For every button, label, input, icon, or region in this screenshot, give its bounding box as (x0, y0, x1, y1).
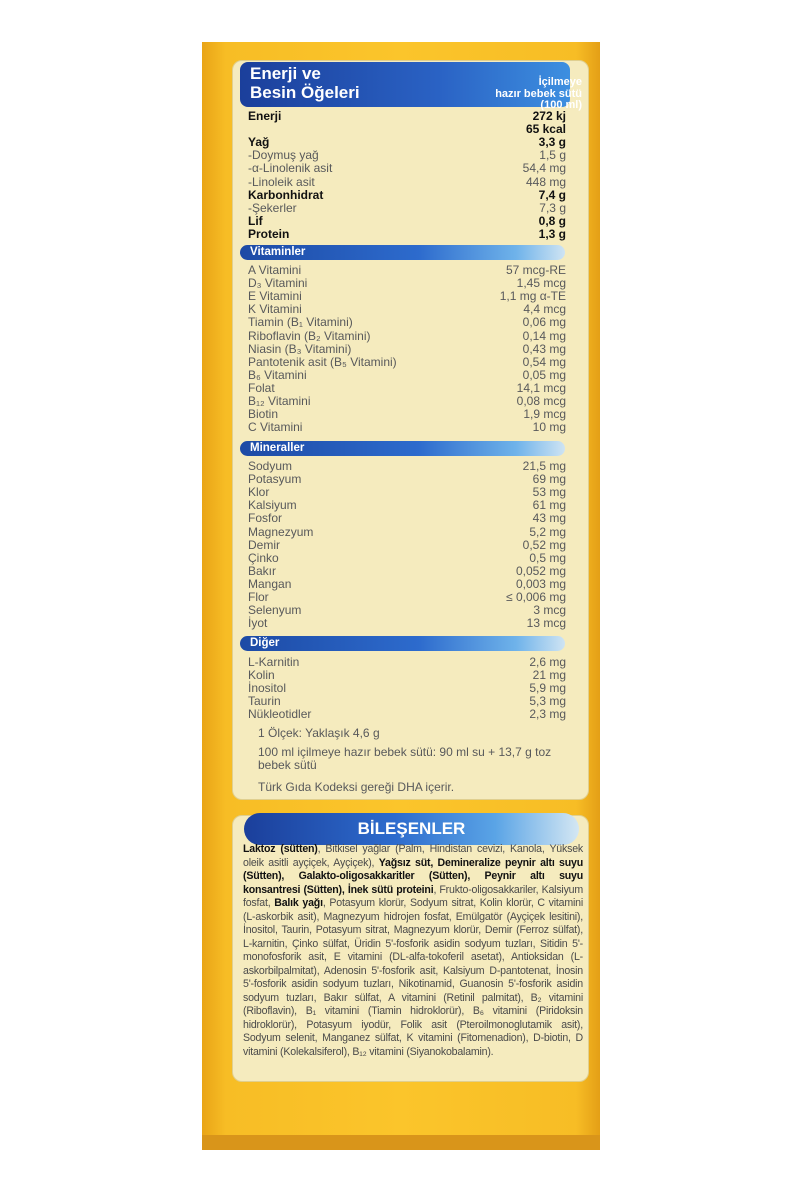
energy-value: 1,3 g (538, 226, 566, 241)
other-value: 5,3 mg (529, 694, 566, 709)
energy-row (248, 202, 566, 215)
mineral-row (248, 486, 566, 499)
mineral-row (248, 460, 566, 473)
vitamin-label: Pantotenik asit (B₅ Vitamini) (248, 354, 397, 369)
mineral-value: 0,5 mg (529, 550, 566, 565)
vitamin-row (248, 330, 566, 343)
energy-label: Yağ (248, 135, 270, 150)
scoop-note: 1 Ölçek: Yaklaşık 4,6 g (258, 726, 380, 740)
other-label: L-Karnitin (248, 655, 300, 669)
vitamin-row (248, 277, 566, 290)
serving-line-1: İçilmeye (538, 76, 582, 88)
mineral-row (248, 473, 566, 486)
energy-row (248, 149, 566, 162)
vitamin-row (248, 395, 566, 408)
vitamin-label: Tiamin (B₁ Vitamini) (248, 315, 353, 330)
energy-value: 7,4 g (538, 187, 566, 202)
ingredient-bold: Laktoz (sütten) (243, 843, 318, 855)
vitamin-label: Niasin (B₃ Vitamini) (248, 341, 352, 356)
ingredients-title: BİLEŞENLER (357, 819, 466, 838)
other-title: Diğer (250, 637, 280, 649)
other-row (248, 669, 566, 682)
other-label: Nükleotidler (248, 707, 312, 722)
energy-label: Protein (248, 226, 290, 241)
vitamin-value: 4,4 mcg (523, 302, 566, 317)
serving-size-label (442, 77, 582, 112)
ingredient-text: , Potasyum klorür, Sodyum sitrat, Kolin klorür, C vitamini (L-askorbik asit), Magnezyum hidrojen fosfat, Emülgatör (Ayçiçek lesitini), İnositol, Taurin, Potasyum sitrat, Magnezyum klorür, Demir (Ferroz sülfat), L-karnitin, Çinko sülfat, Üridin 5'-fosforik asidin sodyum tuzları, Sitidin 5'-monofosforik asit, E vitamini (DL-alfa-tokoferil asetat), Antioksidan (L-askorbilpalmitat), Adenosin 5'-fosforik asit, Kalsiyum D-pantotenat, İnosin 5'-fosforik asidin sodyum tuzları, Nikotinamid, Guanosin 5'-fosforik asidin sodyum tuzları, Bakır sülfat, A vitamini (Retinil palmitat), B₂ vitamini (Riboflavin), B₁ vitamini (Tiamin hidroklorür), B₆ vitamini (Piridoksin hidroklorür), Potasyum iyodür, Folik asit (Pteroilmonoglutamik asit), Sodyum selenit, Manganez sülfat, K vitamini (Fitomenadion), D-biotin, D vitamini (Kolekalsiferol), B₁₂ vitamini (Siyanokobalamin). (243, 897, 583, 1058)
mineral-row (248, 552, 566, 565)
minerals-header (240, 441, 565, 456)
vitamin-label: D₃ Vitamini (248, 276, 308, 291)
vitamin-value: 57 mcg-RE (505, 263, 566, 277)
vitamin-value: 0,08 mcg (516, 394, 566, 408)
vitamin-row (248, 343, 566, 356)
vitamin-value: 0,54 mg (522, 354, 566, 369)
energy-label: Enerji (248, 109, 282, 123)
dha-note: Türk Gıda Kodeksi gereği DHA içerir. (258, 780, 455, 794)
mineral-label: Klor (248, 485, 270, 500)
vitamin-value: 0,06 mg (522, 315, 566, 330)
other-value: 2,6 mg (529, 655, 566, 669)
energy-value: 3,3 g (538, 135, 566, 150)
energy-row (248, 136, 566, 149)
ingredient-text: , Frukto-oligosakkariler, Kalsiyum fosfat, (243, 883, 583, 909)
mineral-value: 69 mg (532, 472, 566, 487)
mineral-value: 5,2 mg (529, 524, 566, 539)
vitamin-row (248, 369, 566, 382)
other-value: 5,9 mg (529, 681, 566, 696)
vitamin-label: A Vitamini (248, 263, 302, 277)
other-label: Kolin (248, 668, 275, 683)
energy-row (248, 123, 566, 136)
mineral-label: Çinko (248, 550, 279, 565)
mineral-label: Bakır (248, 563, 277, 578)
other-row (248, 682, 566, 695)
energy-label: -Doymuş yağ (248, 148, 319, 163)
ingredients-text (243, 843, 583, 1059)
mineral-value: 13 mcg (526, 616, 566, 631)
nutrition-title (250, 64, 370, 102)
mineral-value: 43 mg (532, 511, 566, 526)
vitamin-label: B₆ Vitamini (248, 367, 307, 382)
title-line-2: Besin Öğeleri (250, 83, 360, 102)
mineral-value: 0,52 mg (522, 537, 566, 552)
mineral-row (248, 604, 566, 617)
other-row (248, 656, 566, 669)
vitamins-title: Vitaminler (250, 246, 306, 258)
mineral-value: 3 mcg (533, 603, 566, 618)
vitamin-value: 0,05 mg (522, 367, 566, 382)
mineral-row (248, 617, 566, 630)
ingredients-header (244, 813, 579, 845)
other-label: Taurin (248, 694, 281, 709)
other-header (240, 636, 565, 651)
mineral-row (248, 565, 566, 578)
other-row (248, 695, 566, 708)
mineral-value: ≤ 0,006 mg (506, 590, 566, 604)
mineral-value: 53 mg (532, 485, 566, 500)
vitamin-value: 10 mg (532, 420, 566, 435)
mineral-label: Potasyum (248, 472, 302, 487)
energy-label: -α-Linolenik asit (248, 161, 333, 176)
ingredient-text: , Bitkisel yağlar (Palm, Hindistan cevizi, Kanola, Yüksek oleik asitli ayçiçek, Ayçiçek), (243, 843, 583, 869)
energy-label: -Linoleik asit (248, 174, 315, 189)
mineral-label: Mangan (248, 576, 292, 591)
energy-value: 272 kj (532, 109, 566, 123)
vitamin-label: C Vitamini (248, 420, 303, 435)
energy-label: Lif (248, 213, 263, 228)
mineral-label: Selenyum (248, 603, 302, 618)
energy-value: 7,3 g (539, 200, 566, 215)
title-line-1: Enerji ve (250, 64, 321, 83)
vitamin-value: 1,9 mcg (523, 407, 566, 422)
energy-value: 448 mg (525, 174, 566, 189)
serving-line-3: (100 ml) (540, 99, 582, 111)
energy-row (248, 176, 566, 189)
serving-line-2: hazır bebek sütü (495, 87, 582, 100)
mineral-value: 0,003 mg (515, 576, 566, 591)
mineral-row (248, 578, 566, 591)
vitamins-header (240, 245, 565, 260)
package-bottom-edge (202, 1135, 600, 1150)
other-row (248, 708, 566, 721)
mineral-label: Demir (248, 537, 280, 552)
vitamin-value: 14,1 mcg (516, 380, 566, 395)
mineral-row (248, 499, 566, 512)
vitamin-label: B₁₂ Vitamini (248, 394, 311, 408)
ingredient-bold: Balık yağı (274, 897, 323, 909)
vitamin-value: 0,14 mg (522, 328, 566, 343)
vitamin-label: Riboflavin (B₂ Vitamini) (248, 328, 371, 343)
energy-value: 1,5 g (539, 148, 566, 163)
other-value: 21 mg (532, 668, 566, 683)
mineral-label: Sodyum (248, 459, 293, 473)
vitamin-label: K Vitamini (248, 302, 302, 317)
vitamin-value: 1,45 mcg (516, 276, 566, 291)
energy-label: -Şekerler (248, 200, 297, 215)
mineral-label: İyot (248, 616, 268, 631)
mineral-value: 0,052 mg (515, 563, 566, 578)
mineral-row (248, 591, 566, 604)
mineral-value: 61 mg (532, 498, 566, 513)
vitamin-row (248, 264, 566, 277)
vitamin-row (248, 356, 566, 369)
mineral-label: Flor (248, 590, 269, 604)
energy-value: 54,4 mg (522, 161, 566, 176)
energy-value: 0,8 g (538, 213, 566, 228)
vitamin-row (248, 290, 566, 303)
vitamin-value: 0,43 mg (522, 341, 566, 356)
vitamin-row (248, 382, 566, 395)
vitamin-label: Folat (248, 380, 275, 395)
mineral-label: Kalsiyum (248, 498, 297, 513)
mineral-label: Magnezyum (248, 524, 314, 539)
preparation-note: 100 ml içilmeye hazır bebek sütü: 90 ml su + 13,7 g toz bebek sütü (258, 745, 552, 772)
minerals-title: Mineraller (250, 442, 305, 454)
vitamin-row (248, 303, 566, 316)
energy-row (248, 110, 566, 123)
vitamin-label: Biotin (248, 407, 279, 422)
energy-row (248, 162, 566, 175)
mineral-row (248, 539, 566, 552)
energy-row (248, 215, 566, 228)
mineral-value: 21,5 mg (522, 459, 566, 473)
mineral-row (248, 512, 566, 525)
mineral-label: Fosfor (248, 511, 283, 526)
energy-label: Karbonhidrat (248, 187, 324, 202)
energy-row (248, 228, 566, 241)
vitamin-row (248, 421, 566, 434)
energy-value: 65 kcal (525, 122, 566, 137)
vitamin-value: 1,1 mg α-TE (499, 289, 566, 304)
vitamin-row (248, 408, 566, 421)
ingredient-bold: Yağsız süt, Demineralize peynir altı suyu (Sütten), Galakto-oligosakkaritler (Sütten), Peynir altı suyu konsantresi (Sütten), İnek sütü proteini (243, 856, 583, 896)
energy-row (248, 189, 566, 202)
mineral-row (248, 526, 566, 539)
other-label: İnositol (248, 681, 287, 696)
vitamin-label: E Vitamini (248, 289, 302, 304)
vitamin-row (248, 316, 566, 329)
other-value: 2,3 mg (529, 707, 566, 722)
